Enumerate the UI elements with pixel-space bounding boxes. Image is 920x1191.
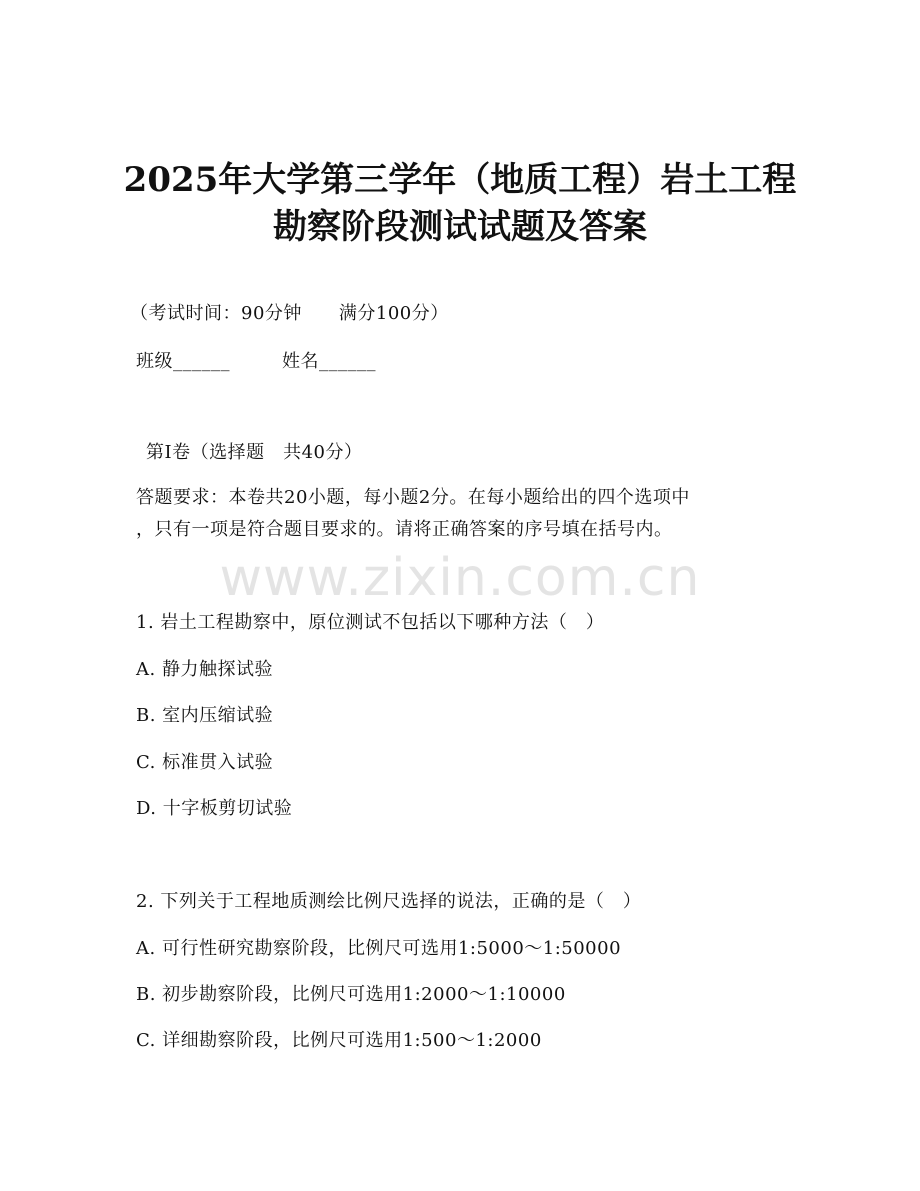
- document-title-line-2: 勘察阶段测试试题及答案: [273, 207, 647, 247]
- exam-info: （考试时间：90分钟 满分100分）: [130, 303, 449, 324]
- question-option: A. 静力触探试验: [136, 659, 273, 680]
- question-stem: 2. 下列关于工程地质测绘比例尺选择的说法，正确的是（ ）: [136, 891, 642, 912]
- question-option: B. 初步勘察阶段，比例尺可选用1:2000～1:10000: [136, 984, 566, 1005]
- question-option: C. 详细勘察阶段，比例尺可选用1:500～1:2000: [136, 1030, 542, 1051]
- instructions-line-2: ，只有一项是符合题目要求的。请将正确答案的序号填在括号内。: [136, 519, 673, 540]
- question-option: B. 室内压缩试验: [136, 705, 274, 726]
- question-option: C. 标准贯入试验: [136, 752, 274, 773]
- student-info-row: [136, 353, 376, 371]
- section-title: 第Ⅰ卷（选择题 共40分）: [146, 442, 363, 463]
- watermark: www.zixin.com.cn: [219, 548, 701, 608]
- question-stem: 1. 岩土工程勘察中，原位测试不包括以下哪种方法（ ）: [136, 612, 605, 633]
- instructions-line-1: 答题要求：本卷共20小题，每小题2分。在每小题给出的四个选项中: [136, 487, 690, 508]
- class-field-label: 班级______: [136, 351, 230, 372]
- document-title-line-1: 2025年大学第三学年（地质工程）岩土工程: [123, 160, 797, 200]
- name-field-label: 姓名______: [282, 351, 376, 372]
- question-option: A. 可行性研究勘察阶段，比例尺可选用1:5000～1:50000: [136, 938, 622, 959]
- question-option: D. 十字板剪切试验: [136, 798, 293, 819]
